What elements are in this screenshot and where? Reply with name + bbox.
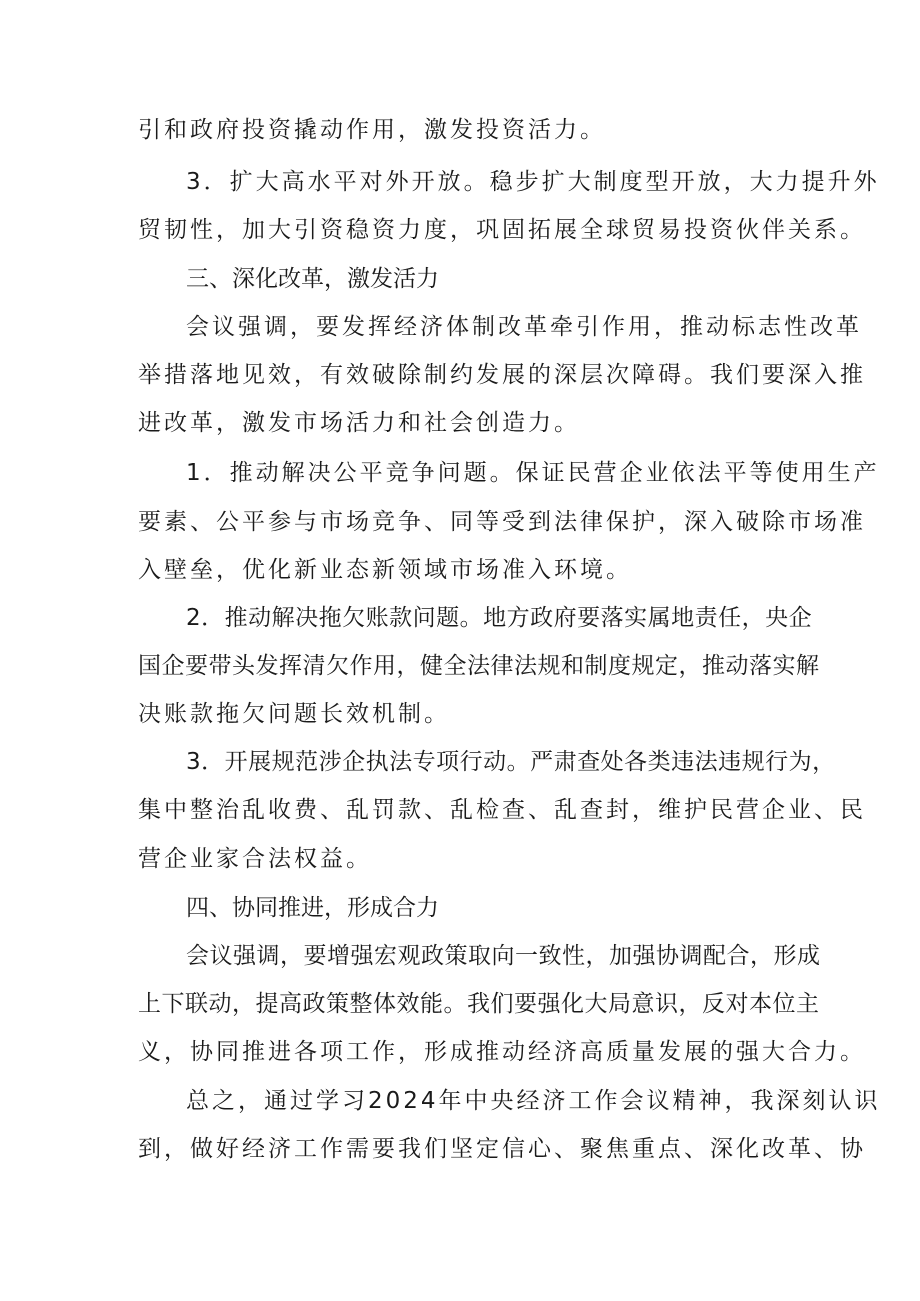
paragraph-line: 决账款拖欠问题长效机制。 <box>138 701 450 727</box>
section-heading: 三、深化改革，激发活力 <box>186 266 439 292</box>
list-item-line: 3．开展规范涉企执法专项行动。严肃查处各类违法违规行为， <box>186 749 836 775</box>
paragraph-line: 国企要带头发挥清欠作用，健全法律法规和制度规定，推动落实解 <box>138 653 820 679</box>
paragraph-line: 集中整治乱收费、乱罚款、乱检查、乱查封，维护民营企业、民 <box>138 797 866 823</box>
paragraph-line: 上下联动，提高政策整体效能。我们要强化大局意识，反对本位主 <box>138 991 820 1017</box>
section-heading: 四、协同推进，形成合力 <box>186 895 439 921</box>
paragraph-line: 引和政府投资撬动作用，激发投资活力。 <box>138 117 606 143</box>
paragraph-line: 营企业家合法权益。 <box>138 846 372 872</box>
paragraph-line: 总之，通过学习2024年中央经济工作会议精神，我深刻认识 <box>186 1088 881 1114</box>
list-item-line: 1．推动解决公平竞争问题。保证民营企业依法平等使用生产 <box>186 460 880 486</box>
paragraph-line: 要素、公平参与市场竞争、同等受到法律保护，深入破除市场准 <box>138 509 866 535</box>
list-item-line: 3．扩大高水平对外开放。稳步扩大制度型开放，大力提升外 <box>186 169 880 195</box>
paragraph-line: 义，协同推进各项工作，形成推动经济高质量发展的强大合力。 <box>138 1039 866 1065</box>
paragraph-line: 贸韧性，加大引资稳资力度，巩固拓展全球贸易投资伙伴关系。 <box>138 217 866 243</box>
paragraph-line: 举措落地见效，有效破除制约发展的深层次障碍。我们要深入推 <box>138 362 866 388</box>
list-item-line: 2．推动解决拖欠账款问题。地方政府要落实属地责任，央企 <box>186 605 813 631</box>
paragraph-line: 入壁垒，优化新业态新领域市场准入环境。 <box>138 557 632 583</box>
paragraph-line: 到，做好经济工作需要我们坚定信心、聚焦重点、深化改革、协 <box>138 1136 866 1162</box>
paragraph-line: 会议强调，要发挥经济体制改革牵引作用，推动标志性改革 <box>186 314 862 340</box>
paragraph-line: 进改革，激发市场活力和社会创造力。 <box>138 410 580 436</box>
paragraph-line: 会议强调，要增强宏观政策取向一致性，加强协调配合，形成 <box>186 943 821 969</box>
